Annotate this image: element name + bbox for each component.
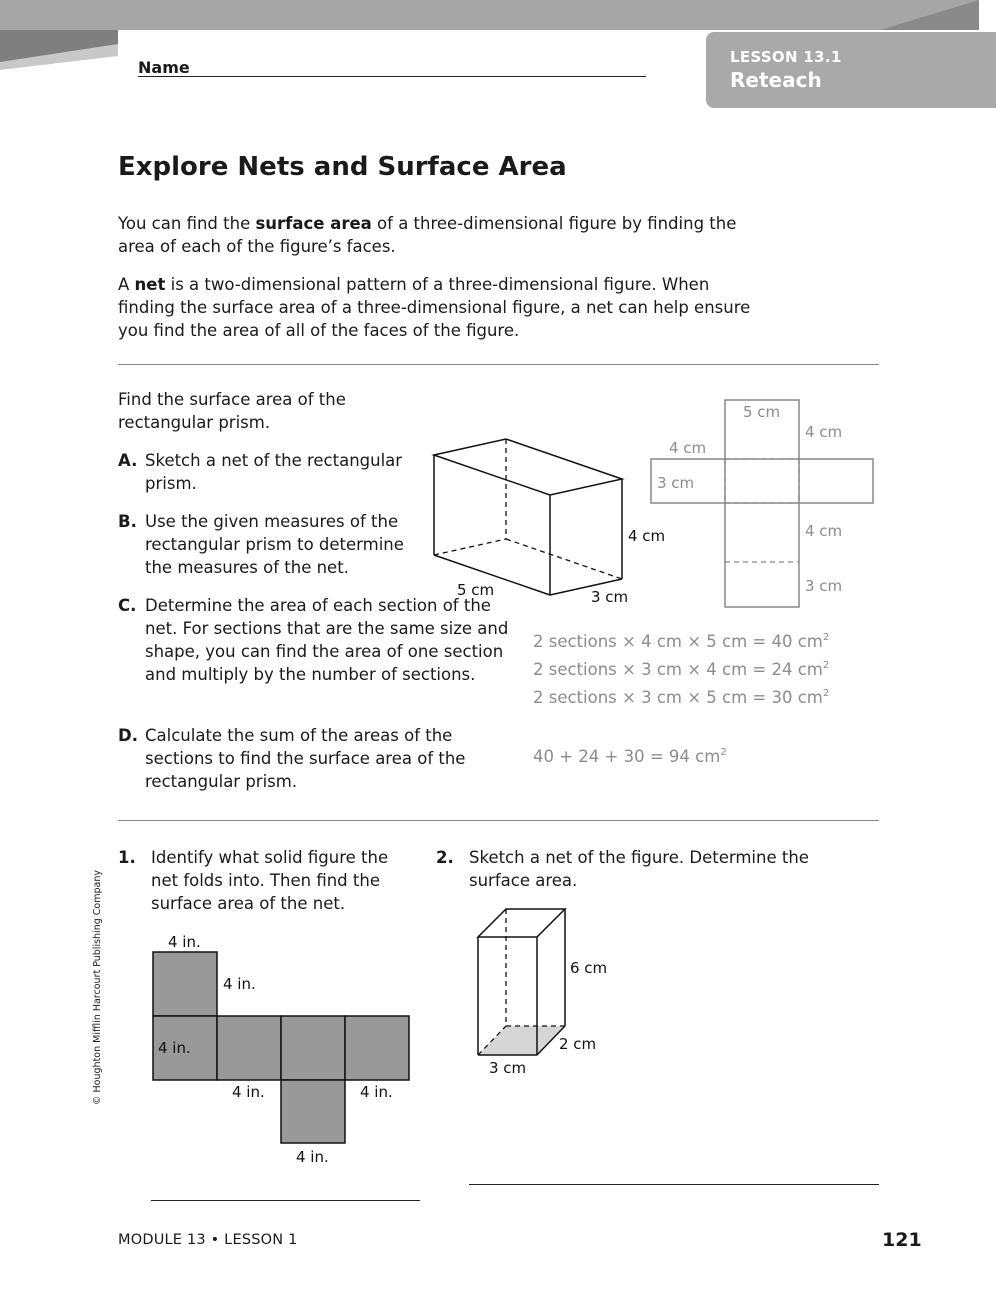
- question-1-answer-line[interactable]: [151, 1200, 420, 1201]
- page-title: Explore Nets and Surface Area: [118, 152, 567, 182]
- lesson-badge: [706, 32, 996, 108]
- net-diagram: [645, 395, 880, 610]
- net-label-top-right: 4 cm: [805, 423, 843, 441]
- step-b: B. Use the given measures of the rectangular prism to determine the measures of the net.: [118, 512, 404, 577]
- prism-diagram: [420, 430, 666, 615]
- q2-label-depth: 2 cm: [559, 1035, 597, 1053]
- calculation-total: 40 + 24 + 30 = 94 $cm^2$: [533, 747, 727, 766]
- q1-label-bottom-c: 4 in.: [296, 1148, 329, 1166]
- calculation-2: 2 sections × 3 cm × 4 cm = 24 $cm^2$: [533, 660, 830, 679]
- prism-height-label: 4 cm: [628, 527, 666, 545]
- q2-label-width: 3 cm: [489, 1059, 527, 1077]
- net-label-right-bottom: 3 cm: [805, 577, 843, 595]
- page-number: 121: [882, 1229, 922, 1251]
- net-label-left-top: 4 cm: [669, 439, 707, 457]
- lesson-type: Reteach: [730, 68, 822, 92]
- net-square: [281, 1080, 345, 1143]
- calculation-3: 2 sections × 3 cm × 5 cm = 30 $cm^2$: [533, 688, 830, 707]
- footer-module-lesson: MODULE 13 • LESSON 1: [118, 1232, 298, 1248]
- step-c: C. Determine the area of each section of the net. For sections that are the same size and shape, you can find the area of one section and multiply by the number of sections.: [118, 596, 509, 684]
- question-2: 2. Sketch a net of the figure. Determine the surface area.: [436, 848, 809, 890]
- calculation-1: 2 sections × 4 cm × 5 cm = 40 $cm^2$: [533, 632, 830, 651]
- section-divider-1: [118, 364, 879, 365]
- q1-label-right: 4 in.: [223, 975, 256, 993]
- step-a: A. Sketch a net of the rectangular prism.: [118, 451, 403, 493]
- question-1: 1. Identify what solid figure the net folds into. Then find the surface area of the net.: [118, 848, 389, 913]
- example-prompt: Find the surface area of the rectangular prism.: [118, 390, 346, 432]
- q1-label-bottom-b: 4 in.: [360, 1083, 393, 1101]
- net-square: [153, 952, 217, 1016]
- net-square: [345, 1016, 409, 1080]
- question-2-prism: [470, 900, 630, 1080]
- q2-label-height: 6 cm: [570, 959, 608, 977]
- name-line[interactable]: [138, 76, 646, 77]
- intro-paragraph-2: A net is a two-dimensional pattern of a three-dimensional figure. When finding the surface area of a three-dimensional figure, a net can help ensure you find the area of all of the faces of the figure.: [118, 275, 751, 340]
- net-square: [281, 1016, 345, 1080]
- section-divider-2: [118, 820, 879, 821]
- copyright: © Houghton Mifflin Harcourt Publishing Company: [92, 870, 103, 1105]
- intro-paragraph-1: You can find the surface area of a three-dimensional figure by finding the area of each of the figure’s faces.: [118, 214, 737, 256]
- net-label-top: 5 cm: [743, 403, 781, 421]
- net-label-right-mid: 4 cm: [805, 522, 843, 540]
- lesson-number: LESSON 13.1: [730, 48, 842, 66]
- net-label-left-side: 3 cm: [657, 474, 695, 492]
- prism-width-label: 3 cm: [591, 588, 629, 606]
- step-d: D. Calculate the sum of the areas of the sections to find the surface area of the rectangular prism.: [118, 726, 466, 791]
- question-2-answer-line[interactable]: [469, 1184, 879, 1185]
- net-square: [217, 1016, 281, 1080]
- q1-label-top: 4 in.: [168, 933, 201, 951]
- q1-label-bottom-a: 4 in.: [232, 1083, 265, 1101]
- question-1-net: [145, 925, 420, 1170]
- prism-length-label: 5 cm: [457, 581, 495, 599]
- name-label: Name: [138, 58, 190, 77]
- q1-label-left: 4 in.: [158, 1039, 191, 1057]
